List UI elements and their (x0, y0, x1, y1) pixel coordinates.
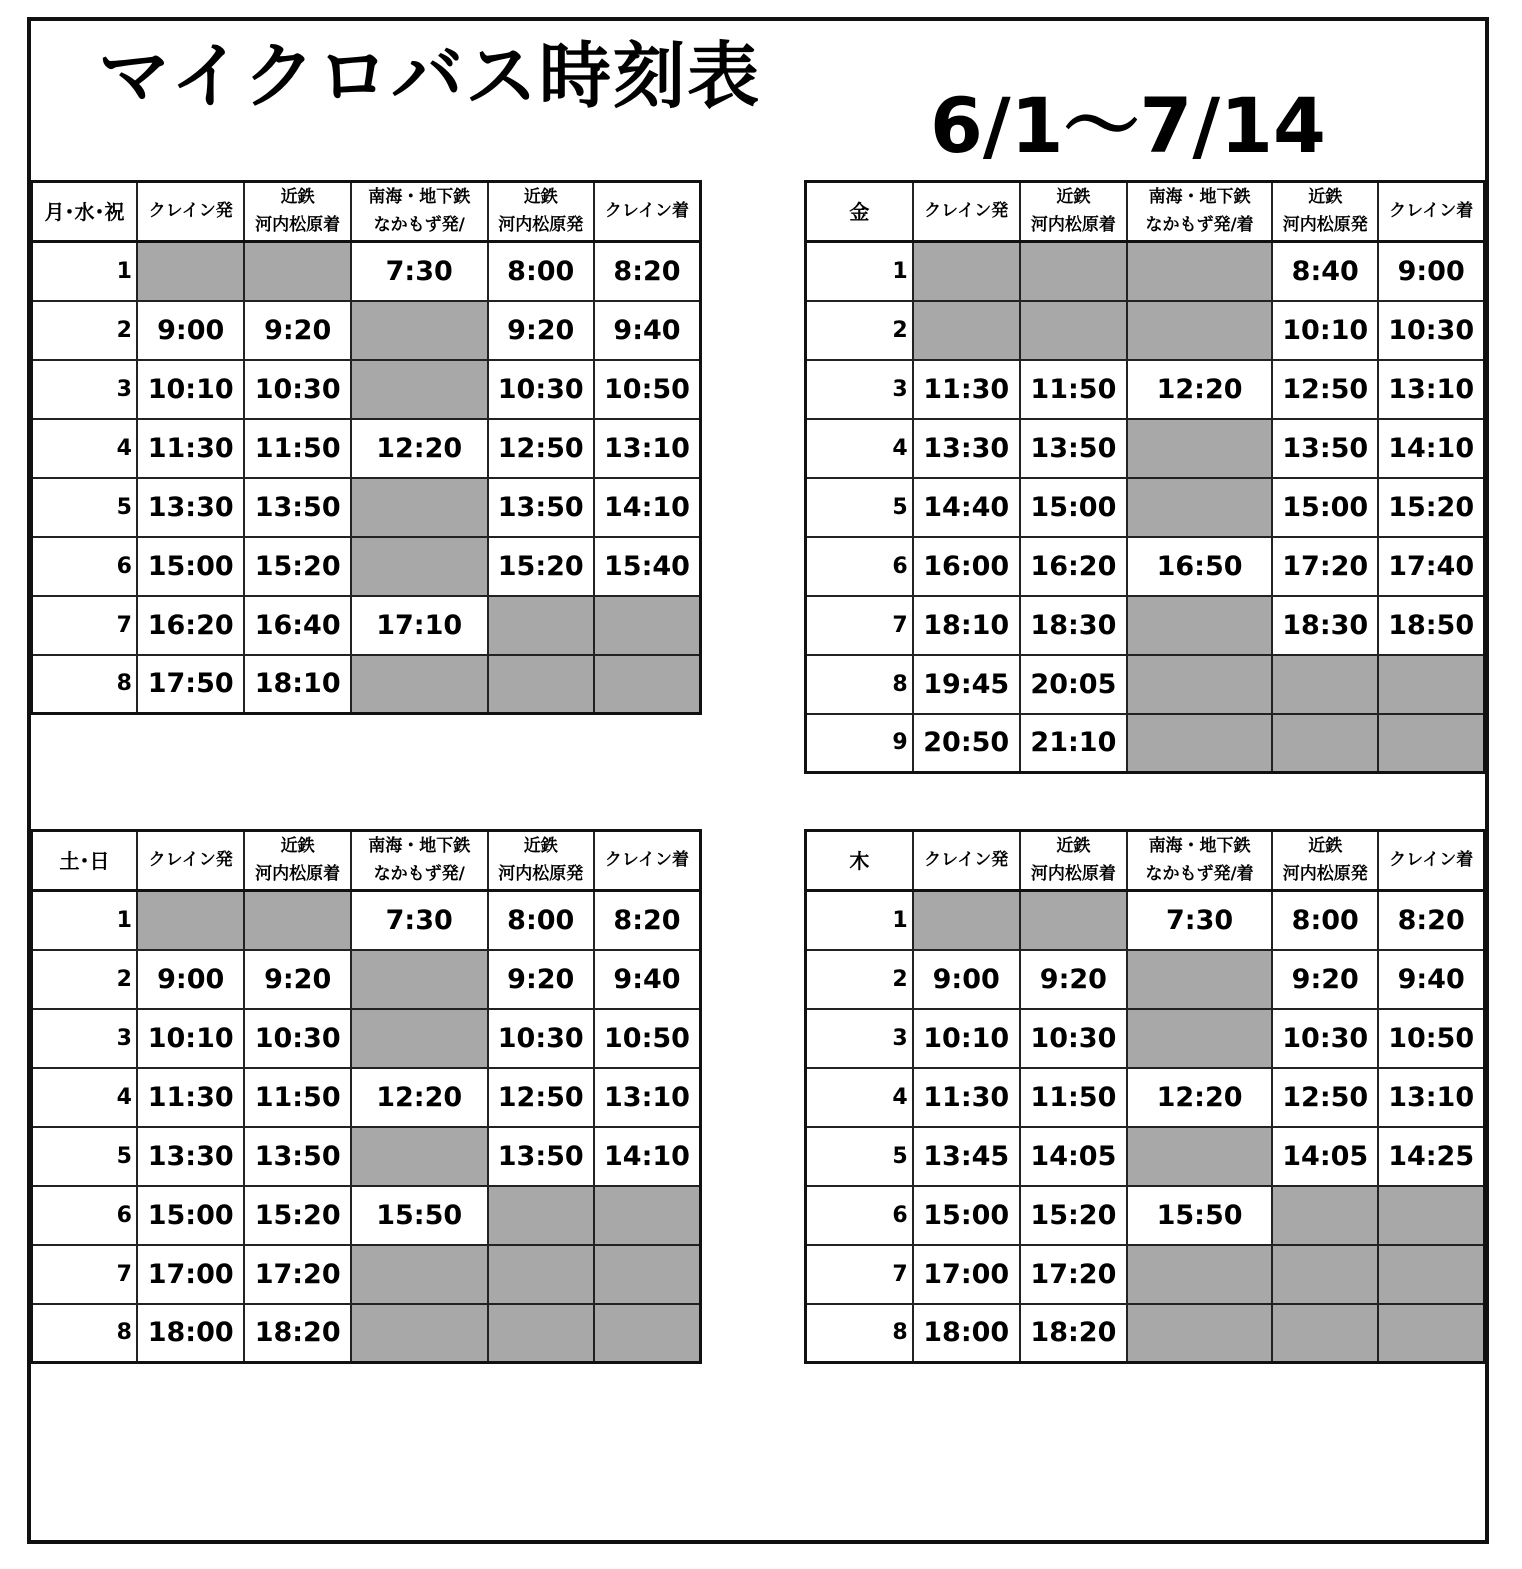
time-cell: 8:00 (1272, 891, 1378, 950)
trip-number: 8 (32, 1304, 137, 1363)
table-row (32, 1245, 701, 1304)
time-cell: 14:10 (1378, 419, 1484, 478)
trip-number: 3 (32, 360, 137, 419)
time-cell: 18:20 (1020, 1304, 1127, 1363)
trip-number: 9 (806, 714, 913, 773)
trip-number: 3 (806, 360, 913, 419)
column-header-line: 河内松原発 (1282, 214, 1368, 235)
table-row (806, 537, 1485, 596)
no-service-cell (1272, 1304, 1378, 1363)
time-cell: 8:20 (594, 891, 701, 950)
trip-number: 2 (32, 301, 137, 360)
no-service-cell (1127, 714, 1272, 773)
time-cell: 10:30 (244, 360, 350, 419)
time-cell: 17:20 (1020, 1245, 1127, 1304)
trip-number: 1 (806, 242, 913, 301)
column-header (1127, 831, 1272, 891)
column-header-line: なかもず発/ (373, 214, 465, 235)
table-row (32, 950, 701, 1009)
time-cell: 16:00 (913, 537, 1020, 596)
table-row (806, 1304, 1485, 1363)
time-cell: 13:30 (137, 478, 244, 537)
no-service-cell (913, 891, 1020, 950)
time-cell: 13:10 (594, 1068, 701, 1127)
day-label: 土･日 (32, 831, 137, 891)
time-cell: 10:30 (1378, 301, 1484, 360)
no-service-cell (488, 655, 594, 714)
time-cell: 13:50 (244, 478, 350, 537)
table-row (32, 537, 701, 596)
no-service-cell (594, 1186, 701, 1245)
column-header-line: 河内松原着 (1030, 863, 1116, 884)
time-cell: 14:25 (1378, 1127, 1484, 1186)
table-row (32, 242, 701, 301)
time-cell: 9:20 (488, 301, 594, 360)
time-cell: 8:00 (488, 242, 594, 301)
time-cell: 9:40 (594, 950, 701, 1009)
time-cell: 8:40 (1272, 242, 1378, 301)
no-service-cell (1127, 596, 1272, 655)
column-header (1020, 182, 1127, 242)
trip-number: 4 (806, 419, 913, 478)
no-service-cell (351, 360, 488, 419)
column-header-line: なかもず発/ (373, 863, 465, 884)
time-cell: 15:00 (1272, 478, 1378, 537)
no-service-cell (351, 1245, 488, 1304)
time-cell: 19:45 (913, 655, 1020, 714)
table-row (32, 478, 701, 537)
time-cell: 17:40 (1378, 537, 1484, 596)
column-header: クレイン着 (594, 831, 701, 891)
table-row (806, 1009, 1485, 1068)
column-header (1020, 831, 1127, 891)
no-service-cell (1127, 478, 1272, 537)
page-title: マイクロバス時刻表 (98, 34, 762, 118)
column-header: クレイン発 (913, 831, 1020, 891)
column-header: クレイン着 (1378, 182, 1484, 242)
time-cell: 17:00 (913, 1245, 1020, 1304)
column-header-line: 南海・地下鉄 (368, 187, 471, 208)
time-cell: 15:00 (913, 1186, 1020, 1245)
no-service-cell (1272, 1245, 1378, 1304)
time-cell: 13:50 (488, 478, 594, 537)
trip-number: 6 (32, 537, 137, 596)
column-header (1127, 182, 1272, 242)
column-header-line: なかもず発/着 (1145, 214, 1254, 235)
column-header (1272, 182, 1378, 242)
column-header-line: 河内松原発 (498, 863, 584, 884)
time-cell: 21:10 (1020, 714, 1127, 773)
table-row (806, 478, 1485, 537)
no-service-cell (1127, 1127, 1272, 1186)
column-header: クレイン着 (594, 182, 701, 242)
time-cell: 10:10 (1272, 301, 1378, 360)
table-row (806, 1186, 1485, 1245)
no-service-cell (1127, 419, 1272, 478)
time-cell: 9:40 (1378, 950, 1484, 1009)
time-cell: 9:00 (913, 950, 1020, 1009)
table-row (32, 891, 701, 950)
table-row (806, 1068, 1485, 1127)
time-cell: 9:40 (594, 301, 701, 360)
column-header: クレイン発 (137, 831, 244, 891)
trip-number: 4 (32, 1068, 137, 1127)
header-row (32, 182, 701, 242)
time-cell: 10:50 (1378, 1009, 1484, 1068)
no-service-cell (913, 242, 1020, 301)
table-row (806, 360, 1485, 419)
table-row (806, 1127, 1485, 1186)
time-cell: 13:50 (1272, 419, 1378, 478)
table-row (32, 596, 701, 655)
table-row (32, 360, 701, 419)
column-header-line: 南海・地下鉄 (1148, 187, 1251, 208)
time-cell: 16:20 (137, 596, 244, 655)
table-row (806, 242, 1485, 301)
no-service-cell (1272, 1186, 1378, 1245)
time-cell: 12:20 (1127, 360, 1272, 419)
time-cell: 11:50 (244, 419, 350, 478)
table-row (806, 950, 1485, 1009)
time-cell: 18:00 (137, 1304, 244, 1363)
time-cell: 12:50 (1272, 1068, 1378, 1127)
table-row (806, 1245, 1485, 1304)
time-cell: 11:30 (913, 1068, 1020, 1127)
no-service-cell (1378, 655, 1484, 714)
time-cell: 18:50 (1378, 596, 1484, 655)
no-service-cell (351, 950, 488, 1009)
no-service-cell (1127, 950, 1272, 1009)
trip-number: 1 (32, 242, 137, 301)
no-service-cell (351, 1304, 488, 1363)
time-cell: 16:20 (1020, 537, 1127, 596)
table-row (806, 419, 1485, 478)
table-row (32, 1186, 701, 1245)
time-cell: 15:20 (488, 537, 594, 596)
table-row (806, 891, 1485, 950)
day-label: 木 (806, 831, 913, 891)
trip-number: 3 (32, 1009, 137, 1068)
column-header-line: 河内松原着 (255, 863, 341, 884)
column-header: クレイン発 (137, 182, 244, 242)
column-header-line: 河内松原着 (255, 214, 341, 235)
trip-number: 1 (32, 891, 137, 950)
no-service-cell (244, 891, 350, 950)
column-header-line: 近鉄 (1056, 187, 1091, 208)
column-header-line: 近鉄 (1056, 836, 1091, 857)
trip-number: 8 (32, 655, 137, 714)
period-label: 6/1～7/14 (930, 81, 1326, 170)
table-row (32, 1304, 701, 1363)
time-cell: 9:20 (244, 301, 350, 360)
column-header-line: 近鉄 (280, 187, 315, 208)
no-service-cell (351, 478, 488, 537)
column-header-line: 河内松原着 (1030, 214, 1116, 235)
time-cell: 8:00 (488, 891, 594, 950)
time-cell: 8:20 (1378, 891, 1484, 950)
time-cell: 8:20 (594, 242, 701, 301)
no-service-cell (351, 655, 488, 714)
time-cell: 16:40 (244, 596, 350, 655)
header-row (32, 831, 701, 891)
column-header-line: なかもず発/着 (1145, 863, 1254, 884)
no-service-cell (351, 301, 488, 360)
time-cell: 9:20 (488, 950, 594, 1009)
column-header-line: 近鉄 (1308, 836, 1343, 857)
time-cell: 11:50 (1020, 360, 1127, 419)
no-service-cell (594, 1304, 701, 1363)
time-cell: 12:20 (351, 1068, 488, 1127)
no-service-cell (244, 242, 350, 301)
column-header-line: 近鉄 (280, 836, 315, 857)
time-cell: 9:20 (1020, 950, 1127, 1009)
time-cell: 7:30 (1127, 891, 1272, 950)
time-cell: 13:50 (1020, 419, 1127, 478)
trip-number: 8 (806, 1304, 913, 1363)
time-cell: 10:30 (488, 360, 594, 419)
table-row (32, 301, 701, 360)
no-service-cell (1127, 655, 1272, 714)
table-row (806, 714, 1485, 773)
column-header (351, 831, 488, 891)
no-service-cell (594, 655, 701, 714)
time-cell: 13:10 (1378, 360, 1484, 419)
trip-number: 6 (32, 1186, 137, 1245)
time-cell: 10:30 (488, 1009, 594, 1068)
trip-number: 5 (32, 1127, 137, 1186)
day-label: 月･水･祝 (32, 182, 137, 242)
no-service-cell (1020, 891, 1127, 950)
time-cell: 18:00 (913, 1304, 1020, 1363)
column-header-line: 近鉄 (1308, 187, 1343, 208)
time-cell: 14:40 (913, 478, 1020, 537)
table-row (32, 655, 701, 714)
time-cell: 15:00 (1020, 478, 1127, 537)
time-cell: 14:05 (1272, 1127, 1378, 1186)
timetable-thursday (804, 829, 1486, 1364)
no-service-cell (1272, 714, 1378, 773)
time-cell: 7:30 (351, 242, 488, 301)
time-cell: 15:00 (137, 1186, 244, 1245)
time-cell: 10:10 (137, 1009, 244, 1068)
time-cell: 13:10 (1378, 1068, 1484, 1127)
column-header-line: 河内松原発 (498, 214, 584, 235)
column-header-line: 南海・地下鉄 (368, 836, 471, 857)
time-cell: 13:10 (594, 419, 701, 478)
time-cell: 17:50 (137, 655, 244, 714)
no-service-cell (488, 596, 594, 655)
time-cell: 13:50 (488, 1127, 594, 1186)
trip-number: 2 (806, 950, 913, 1009)
trip-number: 1 (806, 891, 913, 950)
time-cell: 17:00 (137, 1245, 244, 1304)
trip-number: 7 (806, 1245, 913, 1304)
time-cell: 9:20 (244, 950, 350, 1009)
no-service-cell (137, 242, 244, 301)
time-cell: 14:05 (1020, 1127, 1127, 1186)
no-service-cell (594, 596, 701, 655)
time-cell: 7:30 (351, 891, 488, 950)
time-cell: 20:05 (1020, 655, 1127, 714)
column-header-line: 近鉄 (523, 187, 558, 208)
column-header (244, 182, 350, 242)
trip-number: 7 (32, 1245, 137, 1304)
trip-number: 2 (32, 950, 137, 1009)
column-header (244, 831, 350, 891)
trip-number: 4 (806, 1068, 913, 1127)
time-cell: 10:10 (137, 360, 244, 419)
time-cell: 11:30 (913, 360, 1020, 419)
trip-number: 6 (806, 1186, 913, 1245)
column-header: クレイン着 (1378, 831, 1484, 891)
column-header-line: 南海・地下鉄 (1148, 836, 1251, 857)
time-cell: 11:30 (137, 1068, 244, 1127)
time-cell: 17:20 (1272, 537, 1378, 596)
no-service-cell (1378, 714, 1484, 773)
trip-number: 3 (806, 1009, 913, 1068)
column-header (488, 831, 594, 891)
trip-number: 2 (806, 301, 913, 360)
time-cell: 15:20 (244, 537, 350, 596)
timetable-sat-sun (30, 829, 702, 1364)
time-cell: 16:50 (1127, 537, 1272, 596)
time-cell: 18:10 (913, 596, 1020, 655)
no-service-cell (351, 1127, 488, 1186)
time-cell: 18:10 (244, 655, 350, 714)
trip-number: 5 (32, 478, 137, 537)
time-cell: 12:50 (488, 1068, 594, 1127)
time-cell: 18:30 (1020, 596, 1127, 655)
no-service-cell (488, 1304, 594, 1363)
table-row (806, 655, 1485, 714)
time-cell: 10:50 (594, 1009, 701, 1068)
column-header: クレイン発 (913, 182, 1020, 242)
time-cell: 18:20 (244, 1304, 350, 1363)
trip-number: 4 (32, 419, 137, 478)
no-service-cell (351, 1009, 488, 1068)
time-cell: 15:00 (137, 537, 244, 596)
time-cell: 14:10 (594, 478, 701, 537)
column-header (1272, 831, 1378, 891)
column-header-line: 河内松原発 (1282, 863, 1368, 884)
no-service-cell (1127, 1009, 1272, 1068)
time-cell: 10:10 (913, 1009, 1020, 1068)
time-cell: 11:30 (137, 419, 244, 478)
no-service-cell (1378, 1245, 1484, 1304)
no-service-cell (1127, 301, 1272, 360)
time-cell: 9:20 (1272, 950, 1378, 1009)
no-service-cell (1378, 1304, 1484, 1363)
time-cell: 13:30 (137, 1127, 244, 1186)
time-cell: 10:50 (594, 360, 701, 419)
time-cell: 15:50 (351, 1186, 488, 1245)
time-cell: 10:30 (1272, 1009, 1378, 1068)
no-service-cell (1272, 655, 1378, 714)
time-cell: 12:20 (1127, 1068, 1272, 1127)
no-service-cell (1020, 301, 1127, 360)
no-service-cell (351, 537, 488, 596)
column-header (488, 182, 594, 242)
no-service-cell (1127, 1245, 1272, 1304)
time-cell: 11:50 (1020, 1068, 1127, 1127)
time-cell: 9:00 (137, 301, 244, 360)
trip-number: 8 (806, 655, 913, 714)
trip-number: 7 (806, 596, 913, 655)
time-cell: 15:50 (1127, 1186, 1272, 1245)
trip-number: 6 (806, 537, 913, 596)
timetable-friday (804, 180, 1486, 774)
header-row (806, 182, 1485, 242)
time-cell: 13:45 (913, 1127, 1020, 1186)
no-service-cell (1020, 242, 1127, 301)
table-row (32, 1127, 701, 1186)
trip-number: 7 (32, 596, 137, 655)
table-row (806, 301, 1485, 360)
table-row (32, 1068, 701, 1127)
table-row (32, 1009, 701, 1068)
time-cell: 17:10 (351, 596, 488, 655)
no-service-cell (137, 891, 244, 950)
time-cell: 18:30 (1272, 596, 1378, 655)
no-service-cell (488, 1245, 594, 1304)
table-row (806, 596, 1485, 655)
time-cell: 10:30 (1020, 1009, 1127, 1068)
time-cell: 9:00 (1378, 242, 1484, 301)
time-cell: 15:20 (1020, 1186, 1127, 1245)
no-service-cell (1127, 1304, 1272, 1363)
time-cell: 20:50 (913, 714, 1020, 773)
time-cell: 11:50 (244, 1068, 350, 1127)
time-cell: 13:50 (244, 1127, 350, 1186)
time-cell: 12:50 (488, 419, 594, 478)
no-service-cell (488, 1186, 594, 1245)
table-row (32, 419, 701, 478)
time-cell: 13:30 (913, 419, 1020, 478)
no-service-cell (1127, 242, 1272, 301)
trip-number: 5 (806, 478, 913, 537)
time-cell: 10:30 (244, 1009, 350, 1068)
day-label: 金 (806, 182, 913, 242)
time-cell: 15:40 (594, 537, 701, 596)
time-cell: 14:10 (594, 1127, 701, 1186)
no-service-cell (1378, 1186, 1484, 1245)
time-cell: 15:20 (1378, 478, 1484, 537)
timetable-mon-wed-holiday (30, 180, 702, 715)
time-cell: 17:20 (244, 1245, 350, 1304)
no-service-cell (913, 301, 1020, 360)
column-header-line: 近鉄 (523, 836, 558, 857)
header-row (806, 831, 1485, 891)
time-cell: 12:20 (351, 419, 488, 478)
time-cell: 9:00 (137, 950, 244, 1009)
time-cell: 15:20 (244, 1186, 350, 1245)
no-service-cell (594, 1245, 701, 1304)
trip-number: 5 (806, 1127, 913, 1186)
time-cell: 12:50 (1272, 360, 1378, 419)
column-header (351, 182, 488, 242)
